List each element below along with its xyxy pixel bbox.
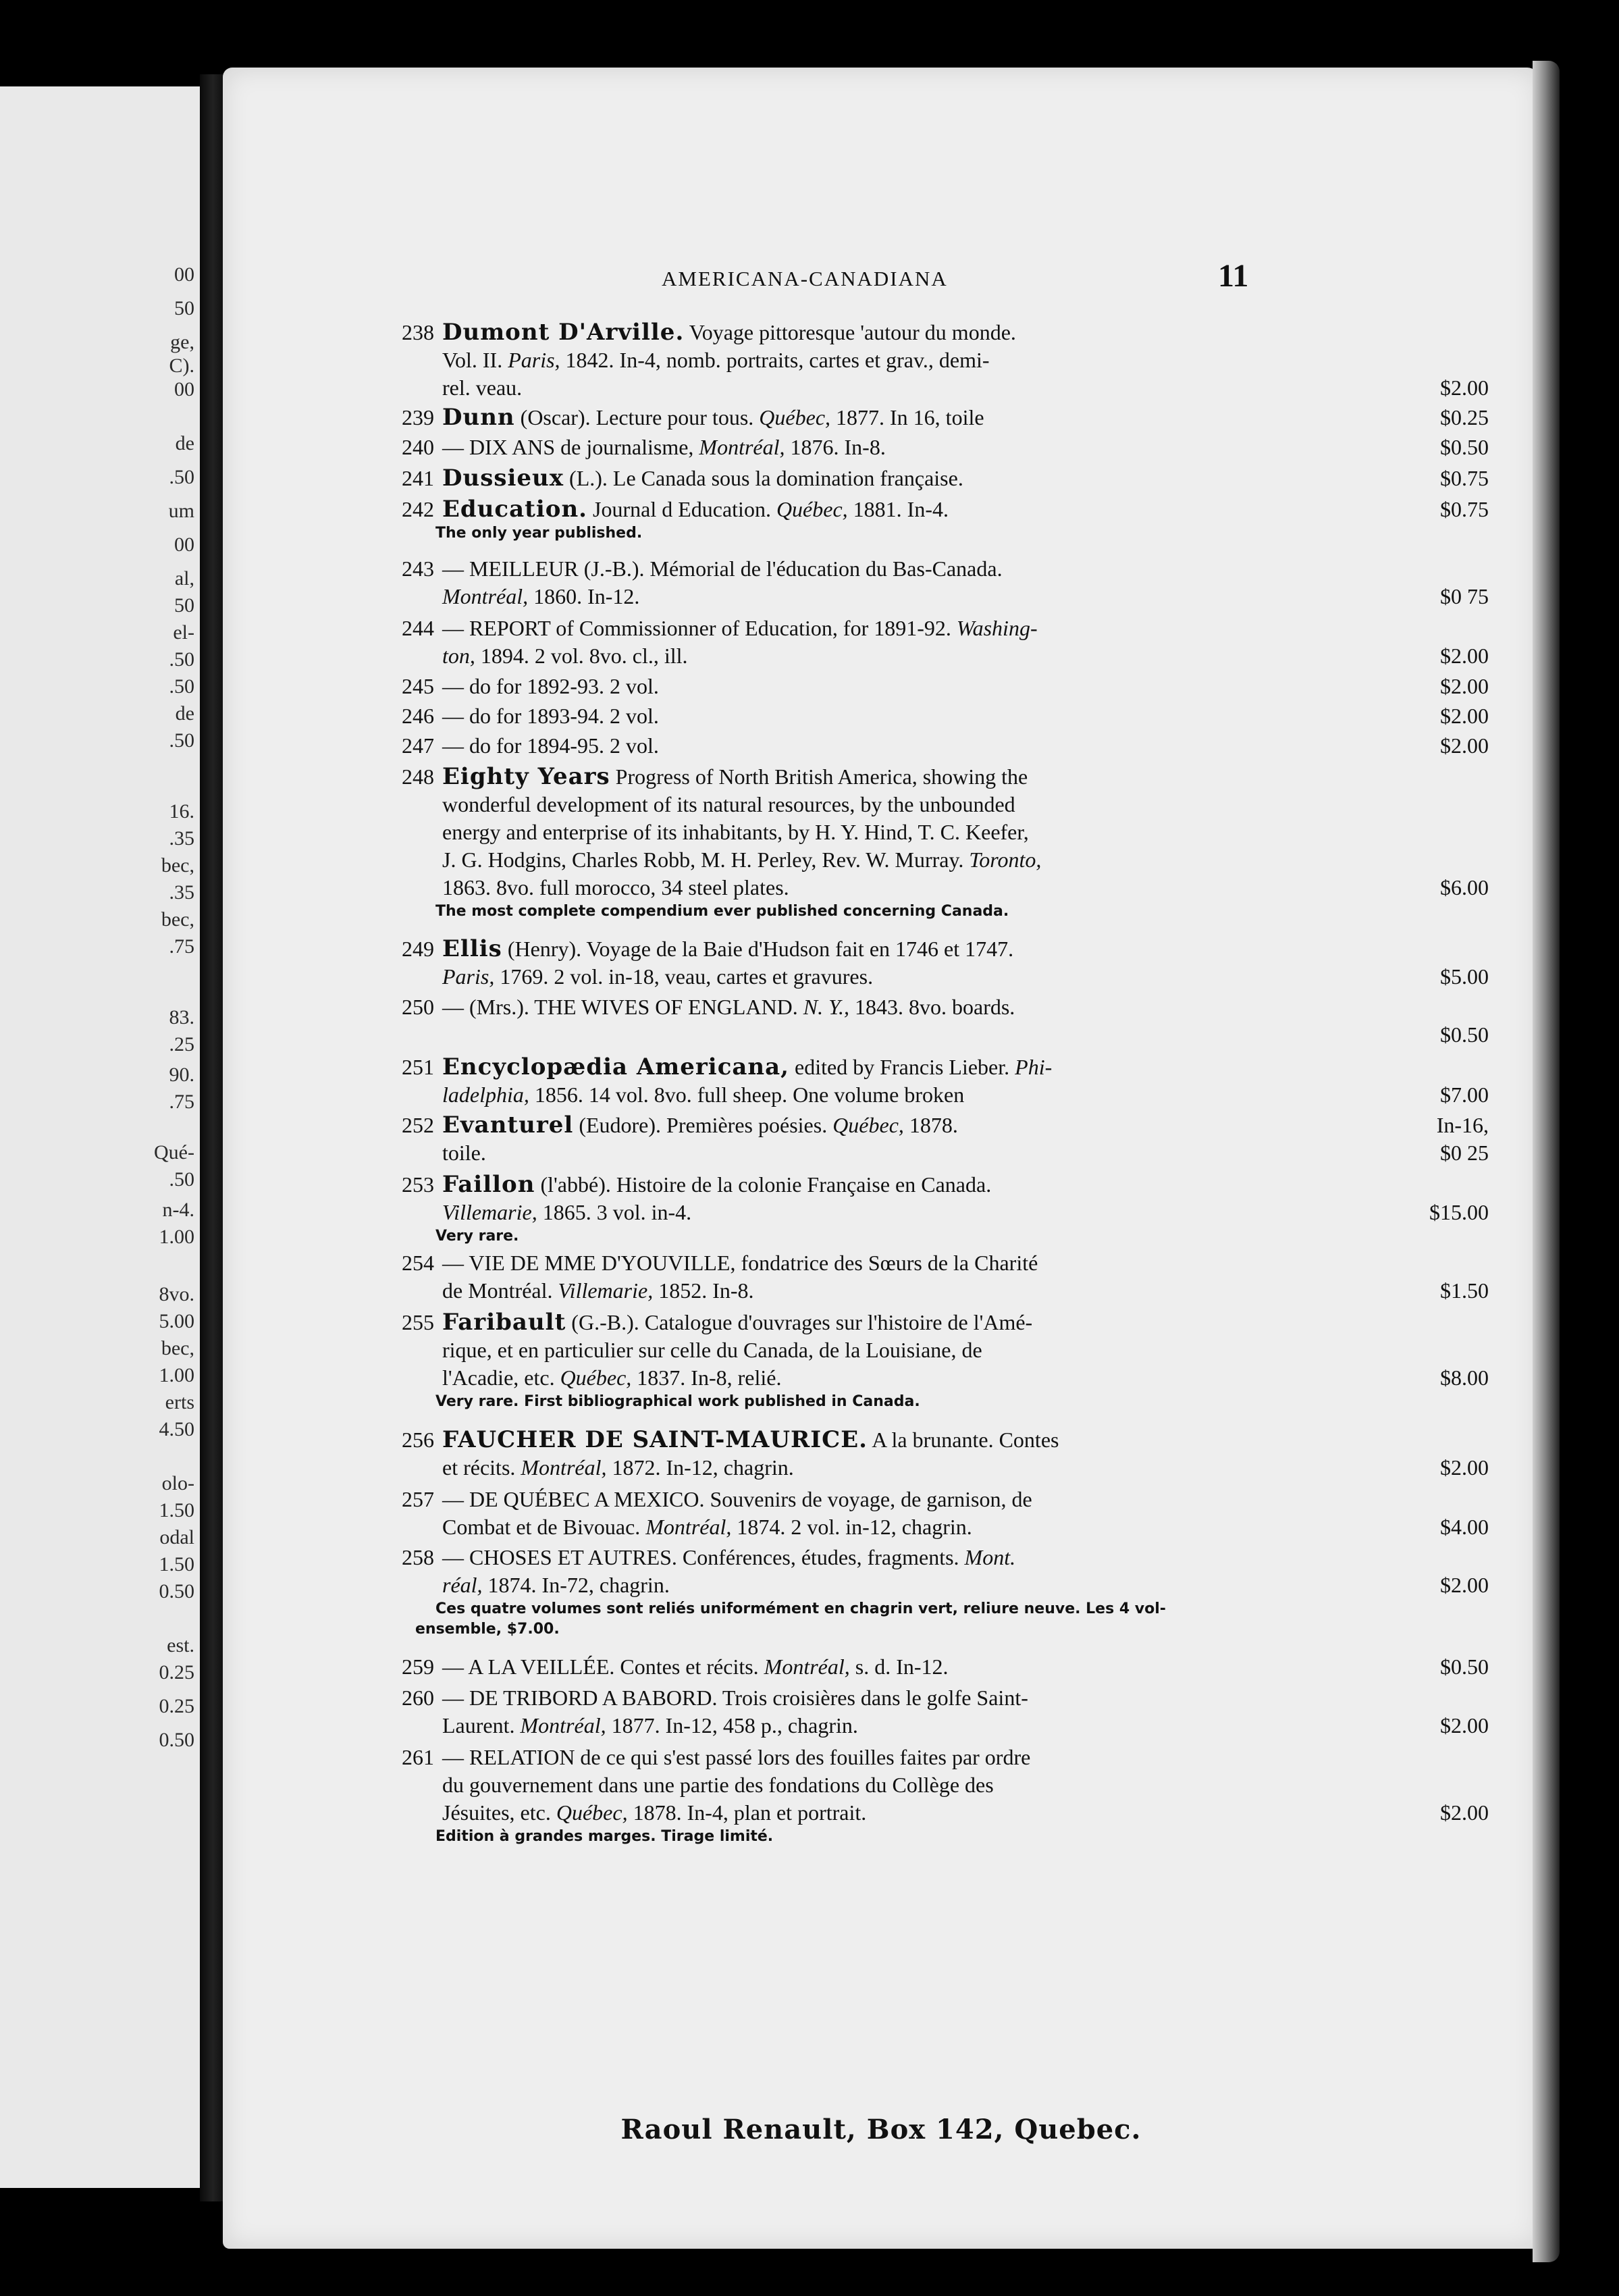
catalogue-entry — [402, 732, 1489, 760]
entry-author: Faillon — [442, 1171, 535, 1198]
left-page-fragment: 1.50 — [159, 1499, 194, 1521]
entry-line — [402, 673, 1489, 700]
entry-line — [402, 1364, 1489, 1392]
entry-text: Vol. II. — [442, 348, 508, 372]
page-number: 11 — [1218, 258, 1249, 294]
entry-price: $5.00 — [1440, 964, 1489, 989]
entry-number: 255 — [402, 1310, 434, 1334]
entry-line — [402, 1021, 1489, 1049]
entry-price: In-16, — [1436, 1113, 1489, 1137]
left-page-fragment: .25 — [169, 1033, 194, 1055]
catalogue-entry — [402, 1744, 1489, 1847]
entry-number: 250 — [402, 995, 434, 1019]
left-page-fragment: 16. — [169, 800, 194, 823]
entry-number: 238 — [402, 320, 434, 344]
entry-text: 1894. 2 vol. 8vo. cl., ill. — [475, 644, 688, 668]
entry-text: — MEILLEUR (J.-B.). Mémorial de l'éducation du Bas-Canada. — [442, 556, 1003, 581]
entry-text: 1874. In-72, chagrin. — [482, 1573, 670, 1597]
entry-text: 1874. 2 vol. in-12, chagrin. — [731, 1515, 972, 1539]
entry-line — [402, 346, 1489, 374]
entry-place: Québec, — [556, 1800, 628, 1825]
entry-price: $2.00 — [1440, 674, 1489, 698]
entry-text: Journal d Education. — [587, 497, 776, 521]
entry-line — [402, 615, 1489, 642]
entry-text: de Montréal. — [442, 1278, 558, 1303]
left-page-fragment: 1.50 — [159, 1553, 194, 1575]
entry-number: 251 — [402, 1055, 434, 1079]
left-page-fragment: odal — [159, 1526, 194, 1548]
entry-text: (l'abbé). Histoire de la colonie Française en Canada. — [535, 1172, 992, 1197]
entry-place: N. Y., — [803, 995, 849, 1019]
catalogue-entry — [402, 1486, 1489, 1541]
entry-number: 247 — [402, 733, 434, 758]
entry-line — [402, 555, 1489, 583]
entry-text: rique, et en particulier sur celle du Canada, de la Louisiane, de — [442, 1338, 982, 1362]
catalogue-entry — [402, 673, 1489, 700]
left-page-fragment: .50 — [169, 729, 194, 752]
entry-note: ensemble, $7.00. — [415, 1621, 560, 1638]
catalogue-entry — [402, 993, 1489, 1049]
left-facing-page — [0, 86, 200, 2188]
entry-text: 1865. 3 vol. in-4. — [537, 1200, 692, 1224]
left-page-fragment: 00 — [174, 378, 194, 400]
catalogue-entry — [402, 404, 1489, 432]
entry-note: Edition à grandes marges. Tirage limité. — [435, 1828, 774, 1845]
entry-text: 1843. 8vo. boards. — [849, 995, 1015, 1019]
entry-text: 1881. In-4. — [847, 497, 949, 521]
entry-text: Combat et de Bivouac. — [442, 1515, 646, 1539]
entry-number: 242 — [402, 497, 434, 521]
entry-line — [402, 1513, 1489, 1541]
entry-price: $2.00 — [1440, 1800, 1489, 1825]
entry-number: 249 — [402, 937, 434, 961]
catalogue-entry — [402, 1653, 1489, 1681]
left-page-fragment: 90. — [169, 1064, 194, 1086]
entry-author: Encyclopædia Americana, — [442, 1053, 790, 1080]
entry-price: $0 75 — [1440, 584, 1489, 608]
entry-place: Québec, — [759, 405, 831, 429]
entry-place: Montréal, — [521, 1455, 607, 1480]
entry-text: — DE TRIBORD A BABORD. Trois croisières dans le golfe Saint- — [442, 1686, 1028, 1710]
entry-text: — do for 1893-94. 2 vol. — [442, 704, 659, 728]
catalogue-entry — [402, 615, 1489, 670]
entry-text: — REPORT of Commissionner of Education, for 1891-92. — [442, 616, 957, 640]
entry-price: $0.50 — [1440, 435, 1489, 459]
entry-price: $0.75 — [1440, 466, 1489, 490]
entry-number: 246 — [402, 704, 434, 728]
entry-text: du gouvernement dans une partie des fondations du Collège des — [442, 1773, 994, 1797]
left-page-fragment: bec, — [161, 908, 194, 931]
entry-price: $8.00 — [1440, 1365, 1489, 1390]
entry-text: 1877. In 16, toile — [830, 405, 984, 429]
entry-text: rel. veau. — [442, 375, 523, 400]
entry-text: — RELATION de ce qui s'est passé lors des fouilles faites par ordre — [442, 1745, 1031, 1769]
catalogue-entry — [402, 1171, 1489, 1247]
entry-price: $4.00 — [1440, 1515, 1489, 1539]
running-head: AMERICANA-CANADIANA — [662, 267, 948, 290]
entry-note: Very rare. First bibliographical work published in Canada. — [435, 1393, 920, 1410]
left-page-fragment: de — [175, 702, 194, 725]
entry-line — [402, 465, 1489, 492]
entry-line — [402, 1053, 1489, 1081]
entry-line — [402, 1277, 1489, 1305]
catalogue-entry — [402, 1426, 1489, 1482]
entry-line — [402, 583, 1489, 610]
entry-text: Laurent. — [442, 1713, 521, 1738]
entry-place: Toronto, — [969, 847, 1042, 872]
entry-text: energy and enterprise of its inhabitants, by H. Y. Hind, T. C. Keefer, — [442, 820, 1029, 844]
entry-place: Villemarie, — [558, 1278, 654, 1303]
entry-line — [402, 791, 1489, 818]
catalogue-entry — [402, 319, 1489, 402]
entry-author: Dunn — [442, 404, 515, 431]
left-page-fragment: .35 — [169, 827, 194, 850]
entry-text: — (Mrs.). THE WIVES OF ENGLAND. — [442, 995, 803, 1019]
entry-number: 253 — [402, 1172, 434, 1197]
entry-line — [402, 1454, 1489, 1482]
entry-place: Montréal, — [520, 1713, 606, 1738]
entry-text: wonderful development of its natural resources, by the unbounded — [442, 792, 1015, 816]
entry-text: Progress of North British America, showing the — [610, 764, 1028, 789]
entry-text: 1856. 14 vol. 8vo. full sheep. One volume broken — [529, 1082, 965, 1107]
entry-text: — do for 1894-95. 2 vol. — [442, 733, 659, 758]
left-page-fragment: 0.25 — [159, 1661, 194, 1684]
entry-place: ladelphia, — [442, 1082, 529, 1107]
left-page-fragment: 00 — [174, 533, 194, 556]
entry-line — [402, 1426, 1489, 1454]
entry-line — [402, 1199, 1489, 1226]
entry-line — [402, 1249, 1489, 1277]
entry-text: s. d. In-12. — [849, 1654, 949, 1679]
entry-note: The most complete compendium ever published concerning Canada. — [435, 903, 1009, 920]
entry-line — [402, 963, 1489, 991]
entry-place: Québec, — [560, 1365, 632, 1390]
entry-text: — A LA VEILLÉE. Contes et récits. — [442, 1654, 764, 1679]
left-page-fragment: erts — [165, 1391, 194, 1413]
entry-number: 258 — [402, 1545, 434, 1569]
entry-place: Québec, — [776, 497, 848, 521]
entry-place: Paris, — [508, 348, 560, 372]
left-page-fragment: 5.00 — [159, 1310, 194, 1332]
entry-line — [402, 732, 1489, 760]
page-edge-shadow — [1533, 61, 1560, 2262]
entry-text: A la brunante. Contes — [867, 1428, 1059, 1452]
entry-number: 256 — [402, 1428, 434, 1452]
entry-author: Education. — [442, 496, 587, 523]
entry-line — [402, 874, 1489, 902]
entry-price: $2.00 — [1440, 704, 1489, 728]
entry-text: (G.-B.). Catalogue d'ouvrages sur l'histoire de l'Amé- — [566, 1310, 1033, 1334]
entry-line — [402, 702, 1489, 730]
entry-text: (L.). Le Canada sous la domination française. — [564, 466, 963, 490]
left-page-fragment: .35 — [169, 881, 194, 904]
entry-price: $7.00 — [1440, 1082, 1489, 1107]
left-page-fragment: bec, — [161, 854, 194, 877]
entry-line — [402, 1486, 1489, 1513]
entry-line — [402, 1112, 1489, 1139]
entry-text: J. G. Hodgins, Charles Robb, M. H. Perley, Rev. W. Murray. — [442, 847, 970, 872]
entry-line — [402, 1771, 1489, 1799]
entry-line — [402, 1571, 1489, 1599]
entry-text: edited by Francis Lieber. — [789, 1055, 1015, 1079]
entry-author: FAUCHER DE SAINT-MAURICE. — [442, 1426, 868, 1453]
entry-text: et récits. — [442, 1455, 521, 1480]
entry-price: $0 25 — [1440, 1141, 1489, 1165]
entry-price: $15.00 — [1429, 1200, 1489, 1224]
entry-price: $0.25 — [1440, 405, 1489, 429]
entry-price: $2.00 — [1440, 375, 1489, 400]
entry-text: — do for 1892-93. 2 vol. — [442, 674, 659, 698]
entry-text: 1863. 8vo. full morocco, 34 steel plates. — [442, 875, 789, 899]
entry-price: $0.50 — [1440, 1654, 1489, 1679]
entry-text: 1842. In-4, nomb. portraits, cartes et grav., demi- — [560, 348, 990, 372]
entry-price: $1.50 — [1440, 1278, 1489, 1303]
entry-author: Evanturel — [442, 1112, 574, 1139]
entry-place: ton, — [442, 644, 475, 668]
left-page-fragment: 4.50 — [159, 1418, 194, 1440]
entry-number: 252 — [402, 1113, 434, 1137]
entry-number: 241 — [402, 466, 434, 490]
entry-line — [402, 319, 1489, 346]
entry-author: Eighty Years — [442, 763, 610, 790]
entry-line — [402, 935, 1489, 963]
catalogue-entry — [402, 1249, 1489, 1305]
left-page-fragment: 0.50 — [159, 1580, 194, 1602]
entry-line — [402, 1684, 1489, 1712]
entry-text: — DE QUÉBEC A MEXICO. Souvenirs de voyage, de garnison, de — [442, 1487, 1032, 1511]
entry-place: Washing- — [956, 616, 1038, 640]
left-page-fragment: el- — [173, 621, 194, 644]
entry-text: l'Acadie, etc. — [442, 1365, 560, 1390]
entry-place: Québec, — [832, 1113, 904, 1137]
entry-text: — CHOSES ET AUTRES. Conférences, études, fragments. — [442, 1545, 965, 1569]
entry-number: 260 — [402, 1686, 434, 1710]
catalogue-entry — [402, 434, 1489, 461]
entry-line — [402, 818, 1489, 846]
entry-line — [402, 1081, 1489, 1109]
entry-number: 240 — [402, 435, 434, 459]
entry-price: $6.00 — [1440, 875, 1489, 899]
entry-text: 1872. In-12, chagrin. — [606, 1455, 794, 1480]
entry-place: Montréal, — [645, 1515, 732, 1539]
catalogue-entry — [402, 702, 1489, 730]
entry-line — [402, 763, 1489, 791]
entry-text: 1860. In-12. — [528, 584, 640, 608]
left-page-fragment: 1.00 — [159, 1364, 194, 1386]
entry-place: Villemarie, — [442, 1200, 537, 1224]
entry-text: Jésuites, etc. — [442, 1800, 556, 1825]
entry-number: 259 — [402, 1654, 434, 1679]
left-page-fragment: .50 — [169, 1168, 194, 1191]
catalogue-entry — [402, 1112, 1489, 1167]
left-page-fragment: Qué- — [154, 1141, 194, 1164]
entry-note: Very rare. — [435, 1228, 519, 1245]
entry-text: 1852. In-8. — [653, 1278, 754, 1303]
entry-text: (Eudore). Premières poésies. — [573, 1113, 833, 1137]
entry-line — [402, 1744, 1489, 1771]
entry-price: $2.00 — [1440, 733, 1489, 758]
entry-place: Mont. — [964, 1545, 1016, 1569]
entry-text: (Henry). Voyage de la Baie d'Hudson fait en 1746 et 1747. — [502, 937, 1014, 961]
entry-price: $2.00 — [1440, 1573, 1489, 1597]
entry-place: Phi- — [1015, 1055, 1053, 1079]
entry-line — [402, 374, 1489, 402]
left-page-fragment: bec, — [161, 1337, 194, 1359]
left-page-fragment: olo- — [161, 1472, 194, 1494]
left-page-fragment: .50 — [169, 648, 194, 671]
entry-text: 1877. In-12, 458 p., chagrin. — [606, 1713, 858, 1738]
entry-text: 1876. In-8. — [785, 435, 886, 459]
entry-number: 261 — [402, 1745, 434, 1769]
entry-text: 1837. In-8, relié. — [631, 1365, 782, 1390]
entry-line — [402, 496, 1489, 523]
entry-number: 245 — [402, 674, 434, 698]
left-page-fragment: .75 — [169, 935, 194, 958]
entry-text: Voyage pittoresque 'autour du monde. — [684, 320, 1016, 344]
entry-text: (Oscar). Lecture pour tous. — [514, 405, 760, 429]
left-page-fragment: est. — [167, 1634, 194, 1656]
entry-text: 1878. In-4, plan et portrait. — [627, 1800, 867, 1825]
left-page-fragment: al, — [174, 567, 194, 590]
catalogue-entry — [402, 1544, 1489, 1640]
entry-text: 1769. 2 vol. in-18, veau, cartes et gravures. — [494, 964, 874, 989]
left-page-fragment: 1.00 — [159, 1226, 194, 1248]
entry-author: Faribault — [442, 1309, 566, 1336]
entry-place: Montréal, — [442, 584, 529, 608]
entry-line — [402, 1336, 1489, 1364]
catalogue-entry — [402, 465, 1489, 492]
publisher-footer: Raoul Renault, Box 142, Quebec. — [620, 2114, 1142, 2145]
left-page-fragment: .50 — [169, 675, 194, 698]
entry-line — [402, 1309, 1489, 1336]
entry-line — [402, 642, 1489, 670]
left-page-fragment: 50 — [174, 297, 194, 319]
catalogue-page — [223, 68, 1539, 2249]
entry-line — [402, 993, 1489, 1021]
left-page-fragment: .50 — [169, 466, 194, 488]
entry-price: $0.50 — [1440, 1022, 1489, 1047]
left-page-fragment: 83. — [169, 1006, 194, 1028]
left-page-fragment: 8vo. — [159, 1283, 194, 1305]
catalogue-entries — [223, 68, 1539, 2249]
entry-author: Dussieux — [442, 465, 564, 492]
entry-line — [402, 404, 1489, 432]
entry-text: — DIX ANS de journalisme, — [442, 435, 699, 459]
entry-note: Ces quatre volumes sont reliés uniformément en chagrin vert, reliure neuve. Les 4 vol- — [435, 1600, 1166, 1617]
entry-place: Montréal, — [764, 1654, 850, 1679]
catalogue-entry — [402, 763, 1489, 922]
entry-price: $2.00 — [1440, 1455, 1489, 1480]
entry-number: 257 — [402, 1487, 434, 1511]
catalogue-entry — [402, 496, 1489, 544]
left-page-fragment: 0.50 — [159, 1729, 194, 1751]
catalogue-entry — [402, 1053, 1489, 1109]
entry-price: $0.75 — [1440, 497, 1489, 521]
entry-price: $2.00 — [1440, 1713, 1489, 1738]
left-page-fragment: 50 — [174, 594, 194, 617]
catalogue-entry — [402, 1684, 1489, 1740]
entry-price: $2.00 — [1440, 644, 1489, 668]
catalogue-entry — [402, 1309, 1489, 1412]
entry-line — [402, 1171, 1489, 1199]
entry-author: Ellis — [442, 935, 502, 962]
entry-line — [402, 1544, 1489, 1571]
entry-number: 243 — [402, 556, 434, 581]
left-page-fragment: 00 — [174, 263, 194, 286]
entry-place: Montréal, — [699, 435, 785, 459]
entry-line — [402, 1712, 1489, 1740]
left-page-fragment: C). — [169, 355, 194, 377]
entry-author: Dumont D'Arville. — [442, 319, 685, 346]
catalogue-entry — [402, 935, 1489, 991]
left-page-fragment: ge, — [170, 331, 194, 353]
entry-line — [402, 846, 1489, 874]
left-page-fragment: n-4. — [162, 1199, 194, 1221]
entry-number: 239 — [402, 405, 434, 429]
left-page-fragment: 0.25 — [159, 1695, 194, 1717]
entry-line — [402, 1653, 1489, 1681]
entry-number: 244 — [402, 616, 434, 640]
left-page-fragment: um — [168, 500, 194, 522]
entry-line — [402, 1139, 1489, 1167]
entry-text: toile. — [442, 1141, 486, 1165]
entry-note: The only year published. — [435, 525, 643, 542]
entry-line — [402, 1799, 1489, 1827]
entry-text: 1878. — [903, 1113, 958, 1137]
left-page-fragment: .75 — [169, 1091, 194, 1113]
catalogue-entry — [402, 555, 1489, 610]
entry-place: Paris, — [442, 964, 495, 989]
left-page-fragment: de — [175, 432, 194, 454]
entry-number: 248 — [402, 764, 434, 789]
entry-line — [402, 434, 1489, 461]
entry-place: réal, — [442, 1573, 483, 1597]
entry-number: 254 — [402, 1251, 434, 1275]
entry-text: — VIE DE MME D'YOUVILLE, fondatrice des Sœurs de la Charité — [442, 1251, 1038, 1275]
